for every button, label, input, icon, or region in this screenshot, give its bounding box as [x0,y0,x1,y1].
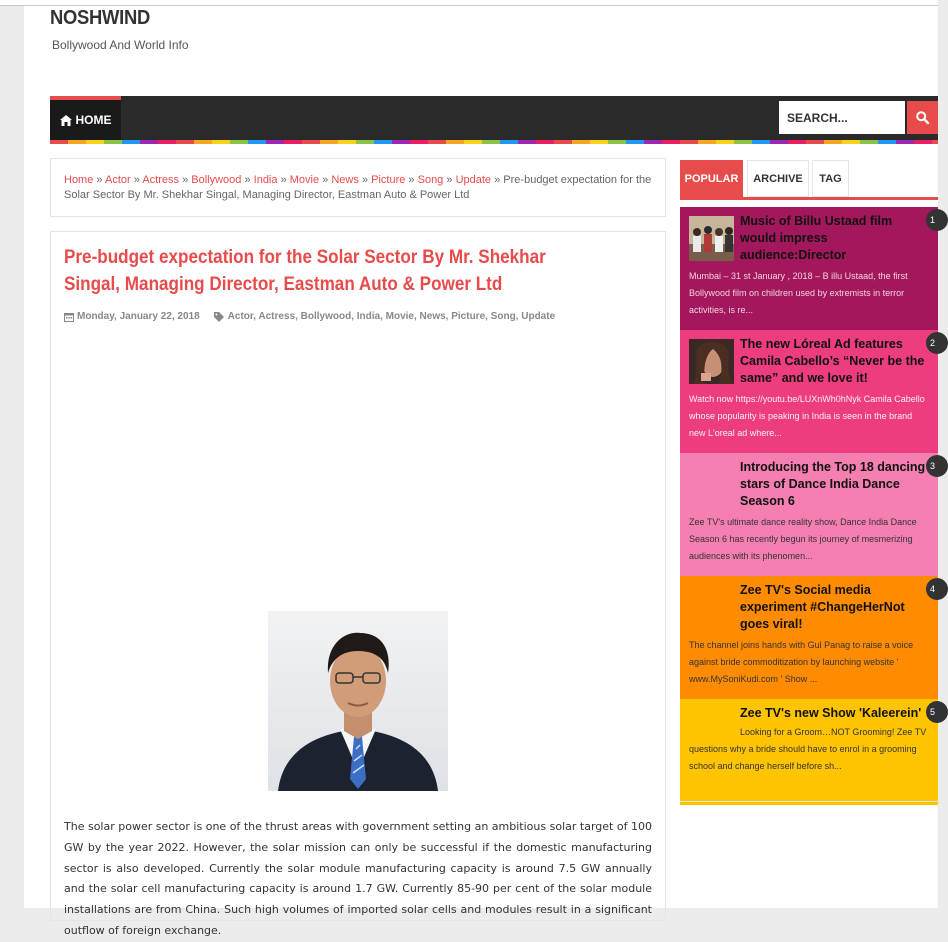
tab-popular[interactable]: POPULAR [680,160,743,197]
popular-post-item[interactable] [680,699,938,805]
breadcrumb-separator: » [182,174,189,186]
sidebar-divider [680,801,938,802]
popular-post-snippet: Mumbai – 31 st January , 2018 – B illu Ustaad, the first Bollywood film on children used by extremists in terror activities, is re... [689,271,908,315]
rainbow-divider [50,140,938,144]
breadcrumb-separator: » [361,174,369,186]
popular-post-number: 2 [926,332,948,354]
popular-post-snippet: The channel joins hands with Gul Panag to raise a voice against bride commoditization by launching website ' www.MySoniKudi.com ' Show ... [689,640,914,684]
popular-post-item[interactable] [680,207,938,330]
popular-post-number: 1 [926,209,948,231]
breadcrumb-link-news[interactable]: News [331,174,359,186]
popular-post-title[interactable]: Zee TV's Social media experiment #ChangeHerNot goes viral! [740,583,905,631]
breadcrumb-current: Pre-budget expectation for the Solar Sector By Mr. Shekhar Singal, Managing Director, Eastman Auto & Power Ltd [64,174,652,201]
calendar-icon [64,312,74,322]
breadcrumb-link-home[interactable]: Home [64,174,94,186]
breadcrumb-separator: » [244,174,251,186]
search-icon [916,111,929,124]
home-nav-label: HOME [75,113,112,127]
post-meta [64,311,555,322]
popular-post-title[interactable]: Introducing the Top 18 dancing stars of Dance India Dance Season 6 [740,460,926,508]
home-nav-button[interactable] [50,96,121,140]
popular-post-snippet: Watch now https://youtu.be/LUXnWh0hNyk Camila Cabello whose popularity is peaking in India is seen in the brand new L'oreal ad where... [689,394,925,438]
popular-post-thumbnail[interactable] [689,216,734,261]
post-title: Pre-budget expectation for the Solar Sector By Mr. Shekhar Singal, Managing Director, Eastman Auto & Power Ltd [64,247,546,295]
breadcrumb-link-actress[interactable]: Actress [142,174,179,186]
post-labels[interactable]: Actor, Actress, Bollywood, India, Movie, News, Picture, Song, Update [227,311,556,322]
breadcrumb-link-bollywood[interactable]: Bollywood [191,174,242,186]
home-icon [60,115,72,126]
popular-post-title[interactable]: Zee TV's new Show 'Kaleerein' [740,706,922,720]
sidebar-tabs [680,160,938,198]
popular-post-title[interactable]: The new Lóreal Ad features Camila Cabello’s “Never be the same” and we love it! [740,337,925,385]
post-date: Monday, January 22, 2018 [77,311,200,322]
breadcrumb [50,158,666,217]
author-photo [268,611,448,791]
popular-post-number: 5 [926,701,948,723]
tab-tag[interactable]: TAG [812,160,849,197]
breadcrumb-separator: » [322,174,329,186]
tabs-underline [680,197,938,200]
popular-post-snippet: Looking for a Groom…NOT Grooming! Zee TV questions why a bride should have to enrol in a grooming school and change herself before sh... [689,727,927,771]
breadcrumb-separator: » [408,174,415,186]
main-navbar [50,96,938,140]
search-button[interactable] [907,101,938,134]
breadcrumb-link-movie[interactable]: Movie [289,174,320,186]
search-input[interactable] [779,101,905,134]
breadcrumb-link-actor[interactable]: Actor [104,174,131,186]
popular-post-number: 3 [926,455,948,477]
popular-post-item[interactable] [680,330,938,453]
breadcrumb-separator: » [494,174,501,186]
tags-icon [214,312,225,322]
tab-archive[interactable]: ARCHIVE [747,160,809,197]
breadcrumb-link-update[interactable]: Update [455,174,492,186]
popular-posts-list [680,207,938,805]
popular-post-title[interactable]: Music of Billu Ustaad film would impress audience:Director [740,214,893,262]
breadcrumb-separator: » [280,174,287,186]
breadcrumb-link-song[interactable]: Song [417,174,444,186]
breadcrumb-separator: » [133,174,140,186]
post-article [50,231,666,937]
popular-post-item[interactable] [680,576,938,699]
breadcrumb-link-picture[interactable]: Picture [371,174,406,186]
popular-post-number: 4 [926,578,948,600]
site-description: Bollywood And World Info [52,38,189,52]
breadcrumb-separator: » [96,174,103,186]
popular-post-snippet: Zee TV's ultimate dance reality show, Dance India Dance Season 6 has recently begun its journey of mesmerizing audiences with its phenomen... [689,517,917,561]
popular-post-item[interactable] [680,453,938,576]
breadcrumb-separator: » [446,174,453,186]
post-body: The solar power sector is one of the thrust areas with government setting an ambitious solar target of 100 GW by the year 2022. However, the solar mission can only be successful if the domestic manufacturing sector is also developed. Currently the solar module manufacturing capacity is around 7.5 GW annually and the solar cell manufacturing capacity is around 1.7 GW. Currently 85-90 per cent of the solar module installations are from China. Such high volumes of imported solar cells and modules result in a significant outflow of foreign exchange. [64,820,652,937]
breadcrumb-link-india[interactable]: India [253,174,278,186]
popular-post-thumbnail[interactable] [689,339,734,384]
site-title[interactable]: NOSHWIND [50,7,151,29]
page [24,6,938,937]
